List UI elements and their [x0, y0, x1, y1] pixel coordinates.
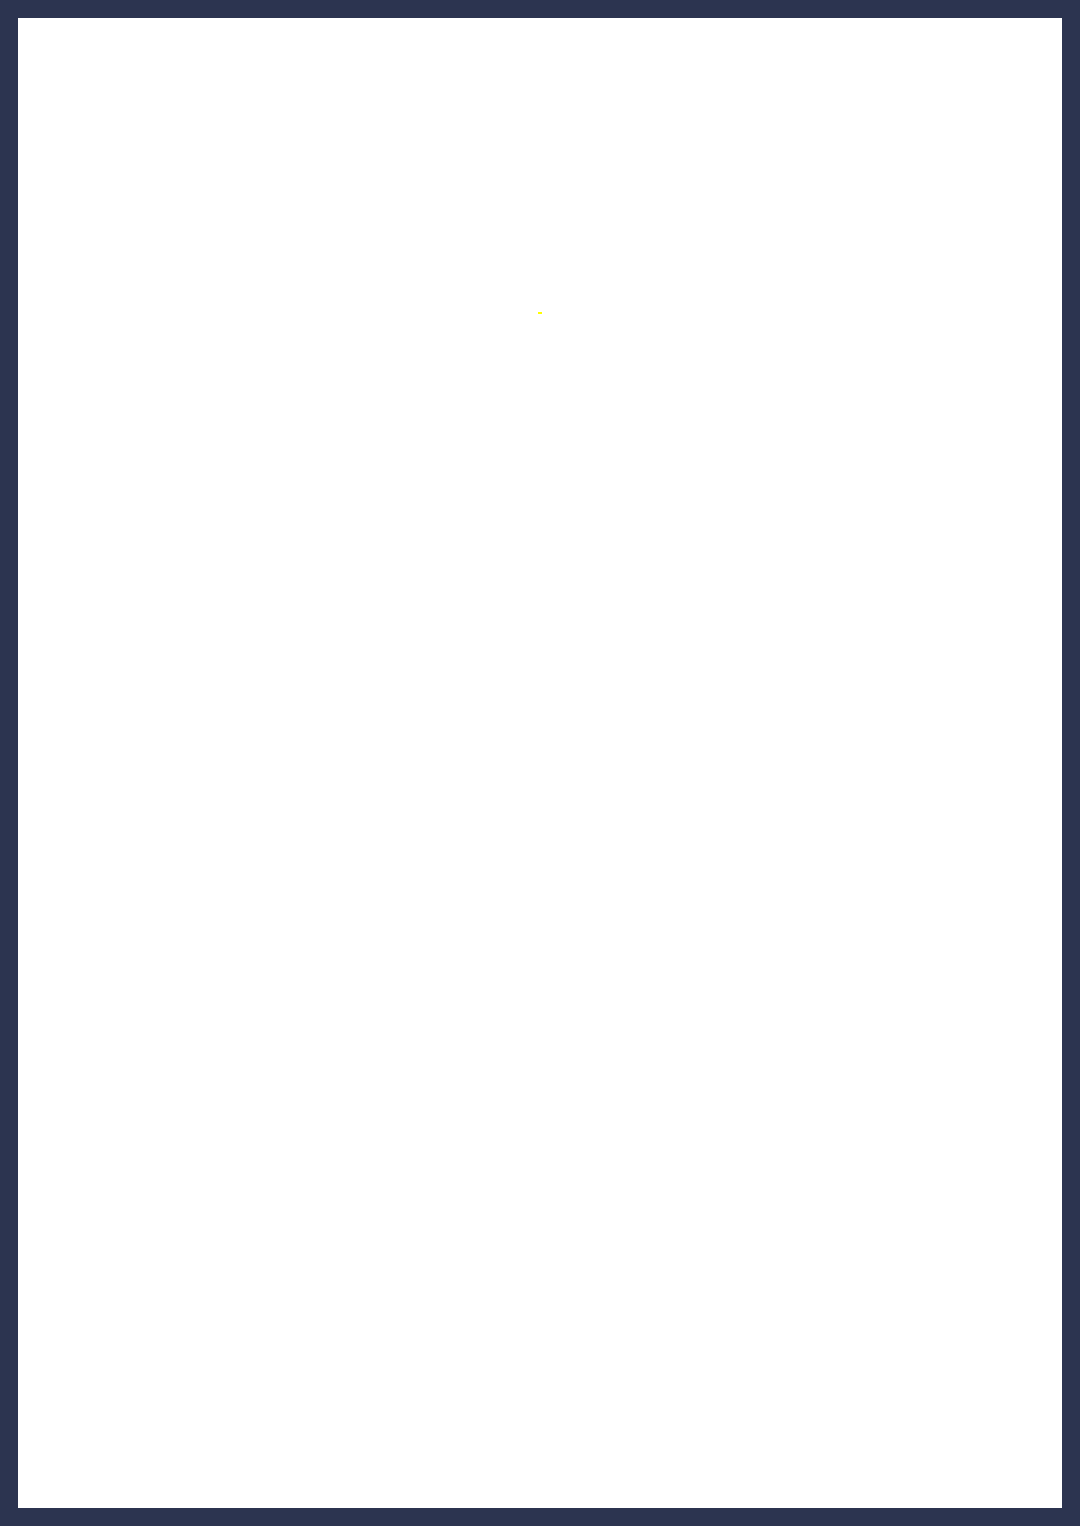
- unit-heading-wrapper: [18, 301, 1062, 319]
- exam-page: [18, 18, 1062, 1508]
- unit-heading: [538, 312, 542, 314]
